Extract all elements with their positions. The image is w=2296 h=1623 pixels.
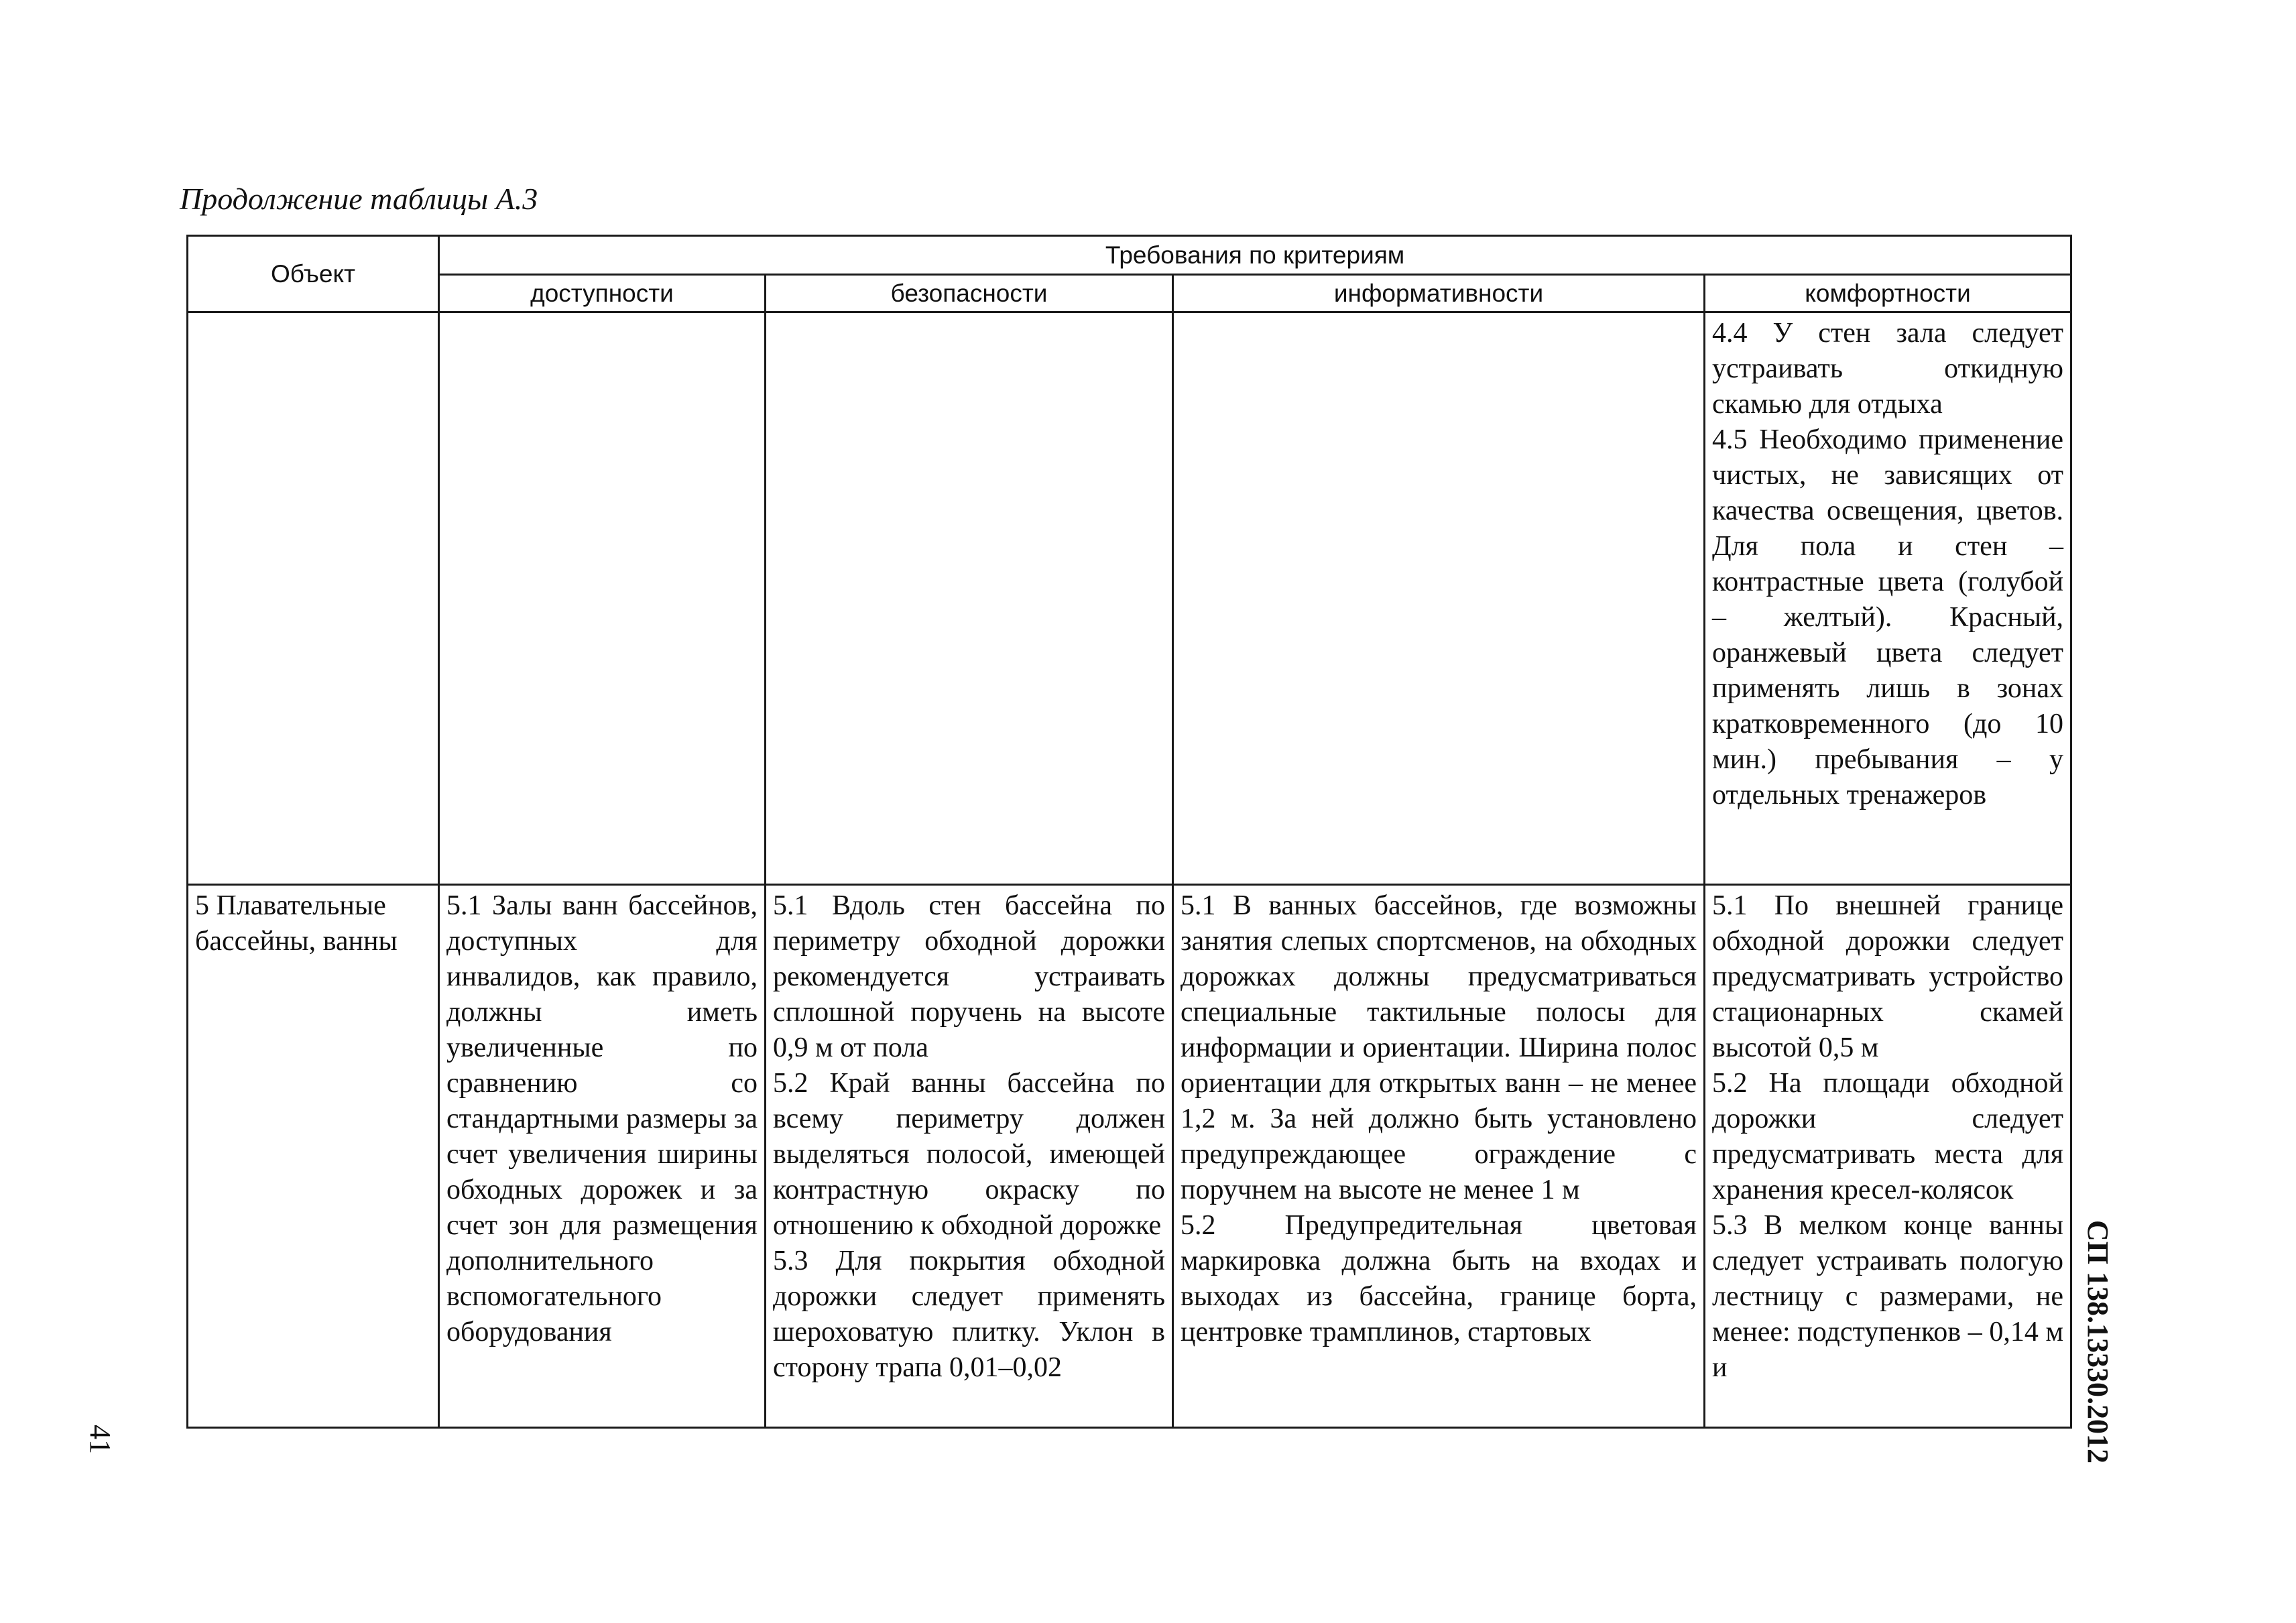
table-row: [188, 885, 2071, 1428]
requirement-item: 5.2 На площади обходной дорожки следует предусматривать места для хранения кресел-колясок: [1712, 1068, 2064, 1205]
requirement-item: 5.3 В мелком конце ванны следует устраивать пологую лестницу с размерами, не менее: подступенков – 0,14 м и: [1712, 1210, 2064, 1383]
cell-safety: [766, 312, 1173, 885]
cell-comfort: [1705, 885, 2071, 1428]
cell-accessibility: [439, 885, 766, 1428]
requirement-item: 5.2 Край ванны бассейна по всему периметру должен выделяться полосой, имеющей контрастную окраску по отношению к обходной дорожке: [773, 1068, 1165, 1241]
cell-object: 5 Плавательные бассейны, ванны: [188, 885, 439, 1428]
header-accessibility: доступности: [439, 275, 766, 312]
table-row: [188, 312, 2071, 885]
requirement-item: 5.1 Залы ванн бассейнов, доступных для инвалидов, как правило, должны иметь увеличенные по сравнению со стандартными размеры за счет увеличения ширины обходных дорожек и за счет зон для размещения дополнительного вспомогательного оборудования: [446, 890, 758, 1347]
cell-comfort: [1705, 312, 2071, 885]
cell-informativity: [1173, 885, 1705, 1428]
requirement-item: 5.1 В ванных бассейнов, где возможны занятия слепых спортсменов, на обходных дорожках должны предусматриваться специальные тактильные полосы для информации и ориентации. Ширина полос ориентации для открытых ванн – не менее 1,2 м. За ней должно быть установлено предупреждающее ограждение с поручнем на высоте не менее 1 м: [1181, 890, 1697, 1205]
cell-accessibility: [439, 312, 766, 885]
table-caption: Продолжение таблицы А.3: [180, 182, 538, 216]
requirement-item: 4.4 У стен зала следует устраивать откидную скамью для отдыха: [1712, 318, 2064, 420]
header-comfort: комфортности: [1705, 275, 2071, 312]
cell-informativity: [1173, 312, 1705, 885]
requirement-item: 5.3 Для покрытия обходной дорожки следует применять шероховатую плитку. Уклон в сторону трапа 0,01–0,02: [773, 1246, 1165, 1383]
header-criteria-group: Требования по критериям: [439, 236, 2071, 275]
cell-safety: [766, 885, 1173, 1428]
cell-object: [188, 312, 439, 885]
requirement-item: 5.1 Вдоль стен бассейна по периметру обходной дорожки рекомендуется устраивать сплошной поручень на высоте 0,9 м от пола: [773, 890, 1165, 1063]
page-number: 41: [84, 1425, 117, 1454]
requirement-item: 5.2 Предупредительная цветовая маркировка должна быть на входах и выходах из бассейна, границе борта, центровке трамплинов, стартовых: [1181, 1210, 1697, 1347]
header-safety: безопасности: [766, 275, 1173, 312]
requirement-item: 4.5 Необходимо применение чистых, не зависящих от качества освещения, цветов. Для пола и стен – контрастные цвета (голубой – желтый). Красный, оранжевый цвета следует применять лишь в зонах кратковременного (до 10 мин.) пребывания – у отдельных тренажеров: [1712, 424, 2064, 810]
document-code: СП 138.13330.2012: [2081, 1220, 2114, 1463]
header-object: Объект: [188, 236, 439, 312]
header-informativity: информативности: [1173, 275, 1705, 312]
requirement-item: 5.1 По внешней границе обходной дорожки следует предусматривать устройство стационарных скамей высотой 0,5 м: [1712, 890, 2064, 1063]
requirements-table: [186, 235, 2072, 1429]
